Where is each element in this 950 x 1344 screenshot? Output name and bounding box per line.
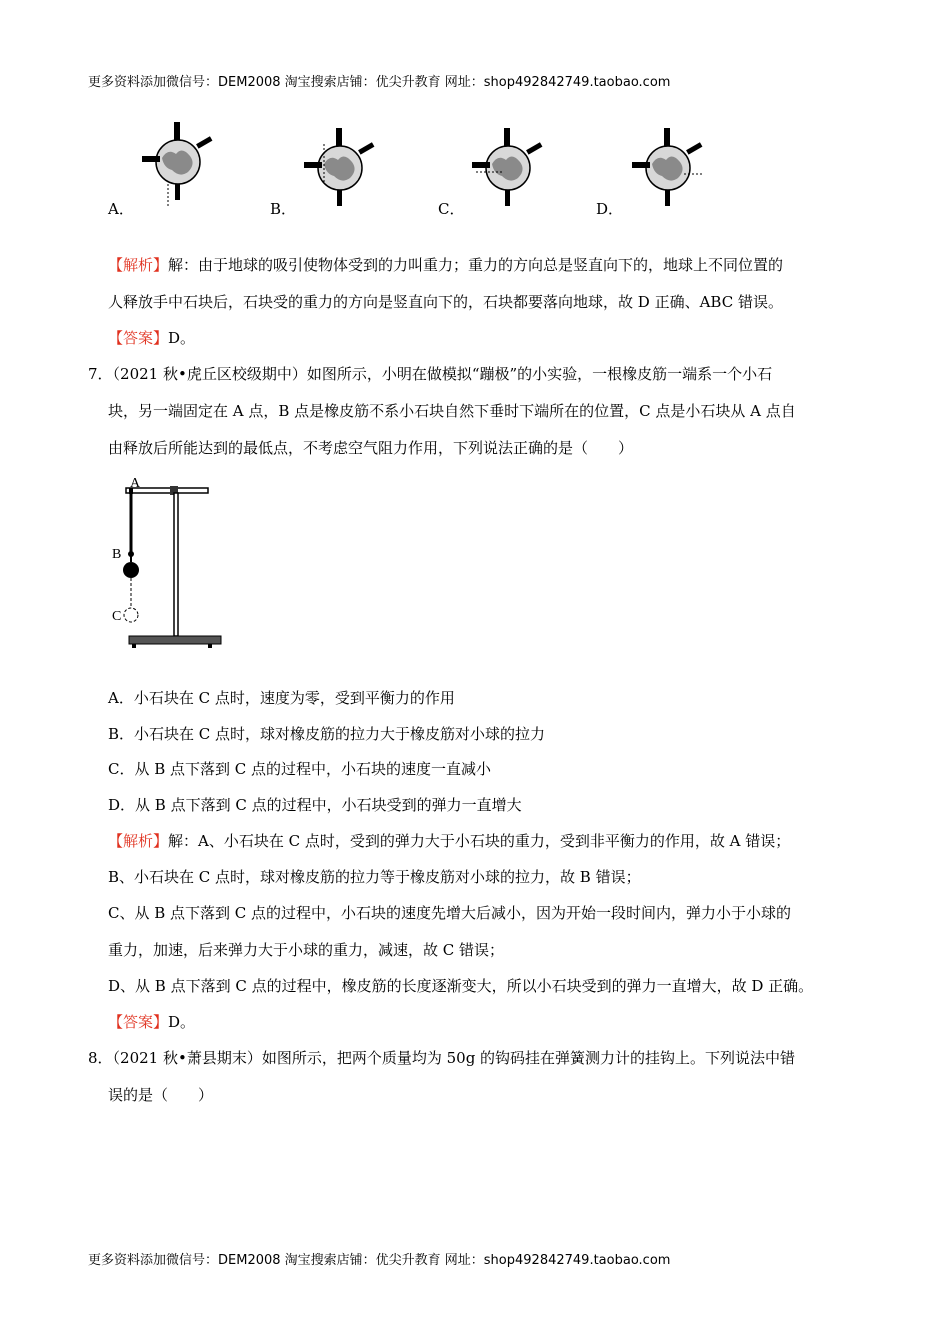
q6-answer-tag: 【答案】 (108, 329, 169, 347)
q6-figure-d (628, 124, 708, 216)
q7-figure (108, 474, 228, 654)
q7-answer: 【答案】D。 (108, 1013, 196, 1031)
q7-option-a: A．小石块在 C 点时，速度为零，受到平衡力的作用 (108, 689, 455, 707)
q6-option-d-label: D． (596, 200, 624, 218)
q6-option-b-label: B． (270, 200, 297, 218)
q7-stem-line-2: 块，另一端固定在 A 点，B 点是橡皮筋不系小石块自然下垂时下端所在的位置，C 点是小石块从 A 点自 (108, 402, 796, 420)
q6-figure-c (468, 124, 548, 216)
q7-analysis-line-3: C、从 B 点下落到 C 点的过程中，小石块的速度先增大后减小，因为开始一段时间内，弹力小于小球的 (108, 904, 792, 922)
q6-figure-b (300, 124, 380, 216)
page-footer: 更多资料添加微信号：DEM2008 淘宝搜索店铺：优尖升教育 网址：shop492842749.taobao.com (88, 1253, 671, 1268)
q7-analysis-line-1: 【解析】解：A、小石块在 C 点时，受到的弹力大于小石块的重力，受到非平衡力的作用，故 A 错误； (108, 832, 791, 850)
q8-stem-line-1: 8．（2021 秋•萧县期末）如图所示，把两个质量均为 50g 的钩码挂在弹簧测力计的挂钩上。下列说法中错 (88, 1049, 796, 1067)
q7-stem-line-3: 由释放后所能达到的最低点，不考虑空气阻力作用，下列说法正确的是（ ） (108, 439, 634, 457)
q7-answer-tag: 【答案】 (108, 1013, 169, 1031)
q6-analysis-line-1: 【解析】解：由于地球的吸引使物体受到的力叫重力；重力的方向总是竖直向下的，地球上不同位置的 (108, 256, 784, 274)
q7-figure-label-a: A (130, 476, 141, 491)
q7-option-c: C．从 B 点下落到 C 点的过程中，小石块的速度一直减小 (108, 760, 492, 778)
q7-figure-label-c: C (112, 609, 122, 624)
q6-option-c-label: C． (438, 200, 465, 218)
q7-option-b: B．小石块在 C 点时，球对橡皮筋的拉力大于橡皮筋对小球的拉力 (108, 725, 546, 743)
q7-figure-label-b: B (112, 547, 122, 562)
q7-analysis-tag: 【解析】 (108, 832, 169, 850)
q6-analysis-tag: 【解析】 (108, 256, 169, 274)
q6-figure-a (138, 118, 218, 210)
page-header: 更多资料添加微信号：DEM2008 淘宝搜索店铺：优尖升教育 网址：shop492842749.taobao.com (88, 75, 671, 90)
q6-option-a-label: A． (108, 200, 134, 218)
q8-stem-line-2: 误的是（ ） (108, 1086, 214, 1104)
q6-analysis-line-2: 人释放手中石块后，石块受的重力的方向是竖直向下的，石块都要落向地球，故 D 正确、ABC 错误。 (108, 293, 783, 311)
q7-option-d: D．从 B 点下落到 C 点的过程中，小石块受到的弹力一直增大 (108, 796, 522, 814)
q6-answer: 【答案】D。 (108, 329, 196, 347)
q7-analysis-line-4: 重力，加速，后来弹力大于小球的重力，减速，故 C 错误； (108, 941, 505, 959)
q7-stem-line-1: 7．（2021 秋•虎丘区校级期中）如图所示，小明在做模拟“蹦极”的小实验，一根橡皮筋一端系一个小石 (88, 365, 773, 383)
q7-analysis-line-2: B、小石块在 C 点时，球对橡皮筋的拉力等于橡皮筋对小球的拉力，故 B 错误； (108, 868, 641, 886)
q7-analysis-line-5: D、从 B 点下落到 C 点的过程中，橡皮筋的长度逐渐变大，所以小石块受到的弹力一直增大，故 D 正确。 (108, 977, 814, 995)
